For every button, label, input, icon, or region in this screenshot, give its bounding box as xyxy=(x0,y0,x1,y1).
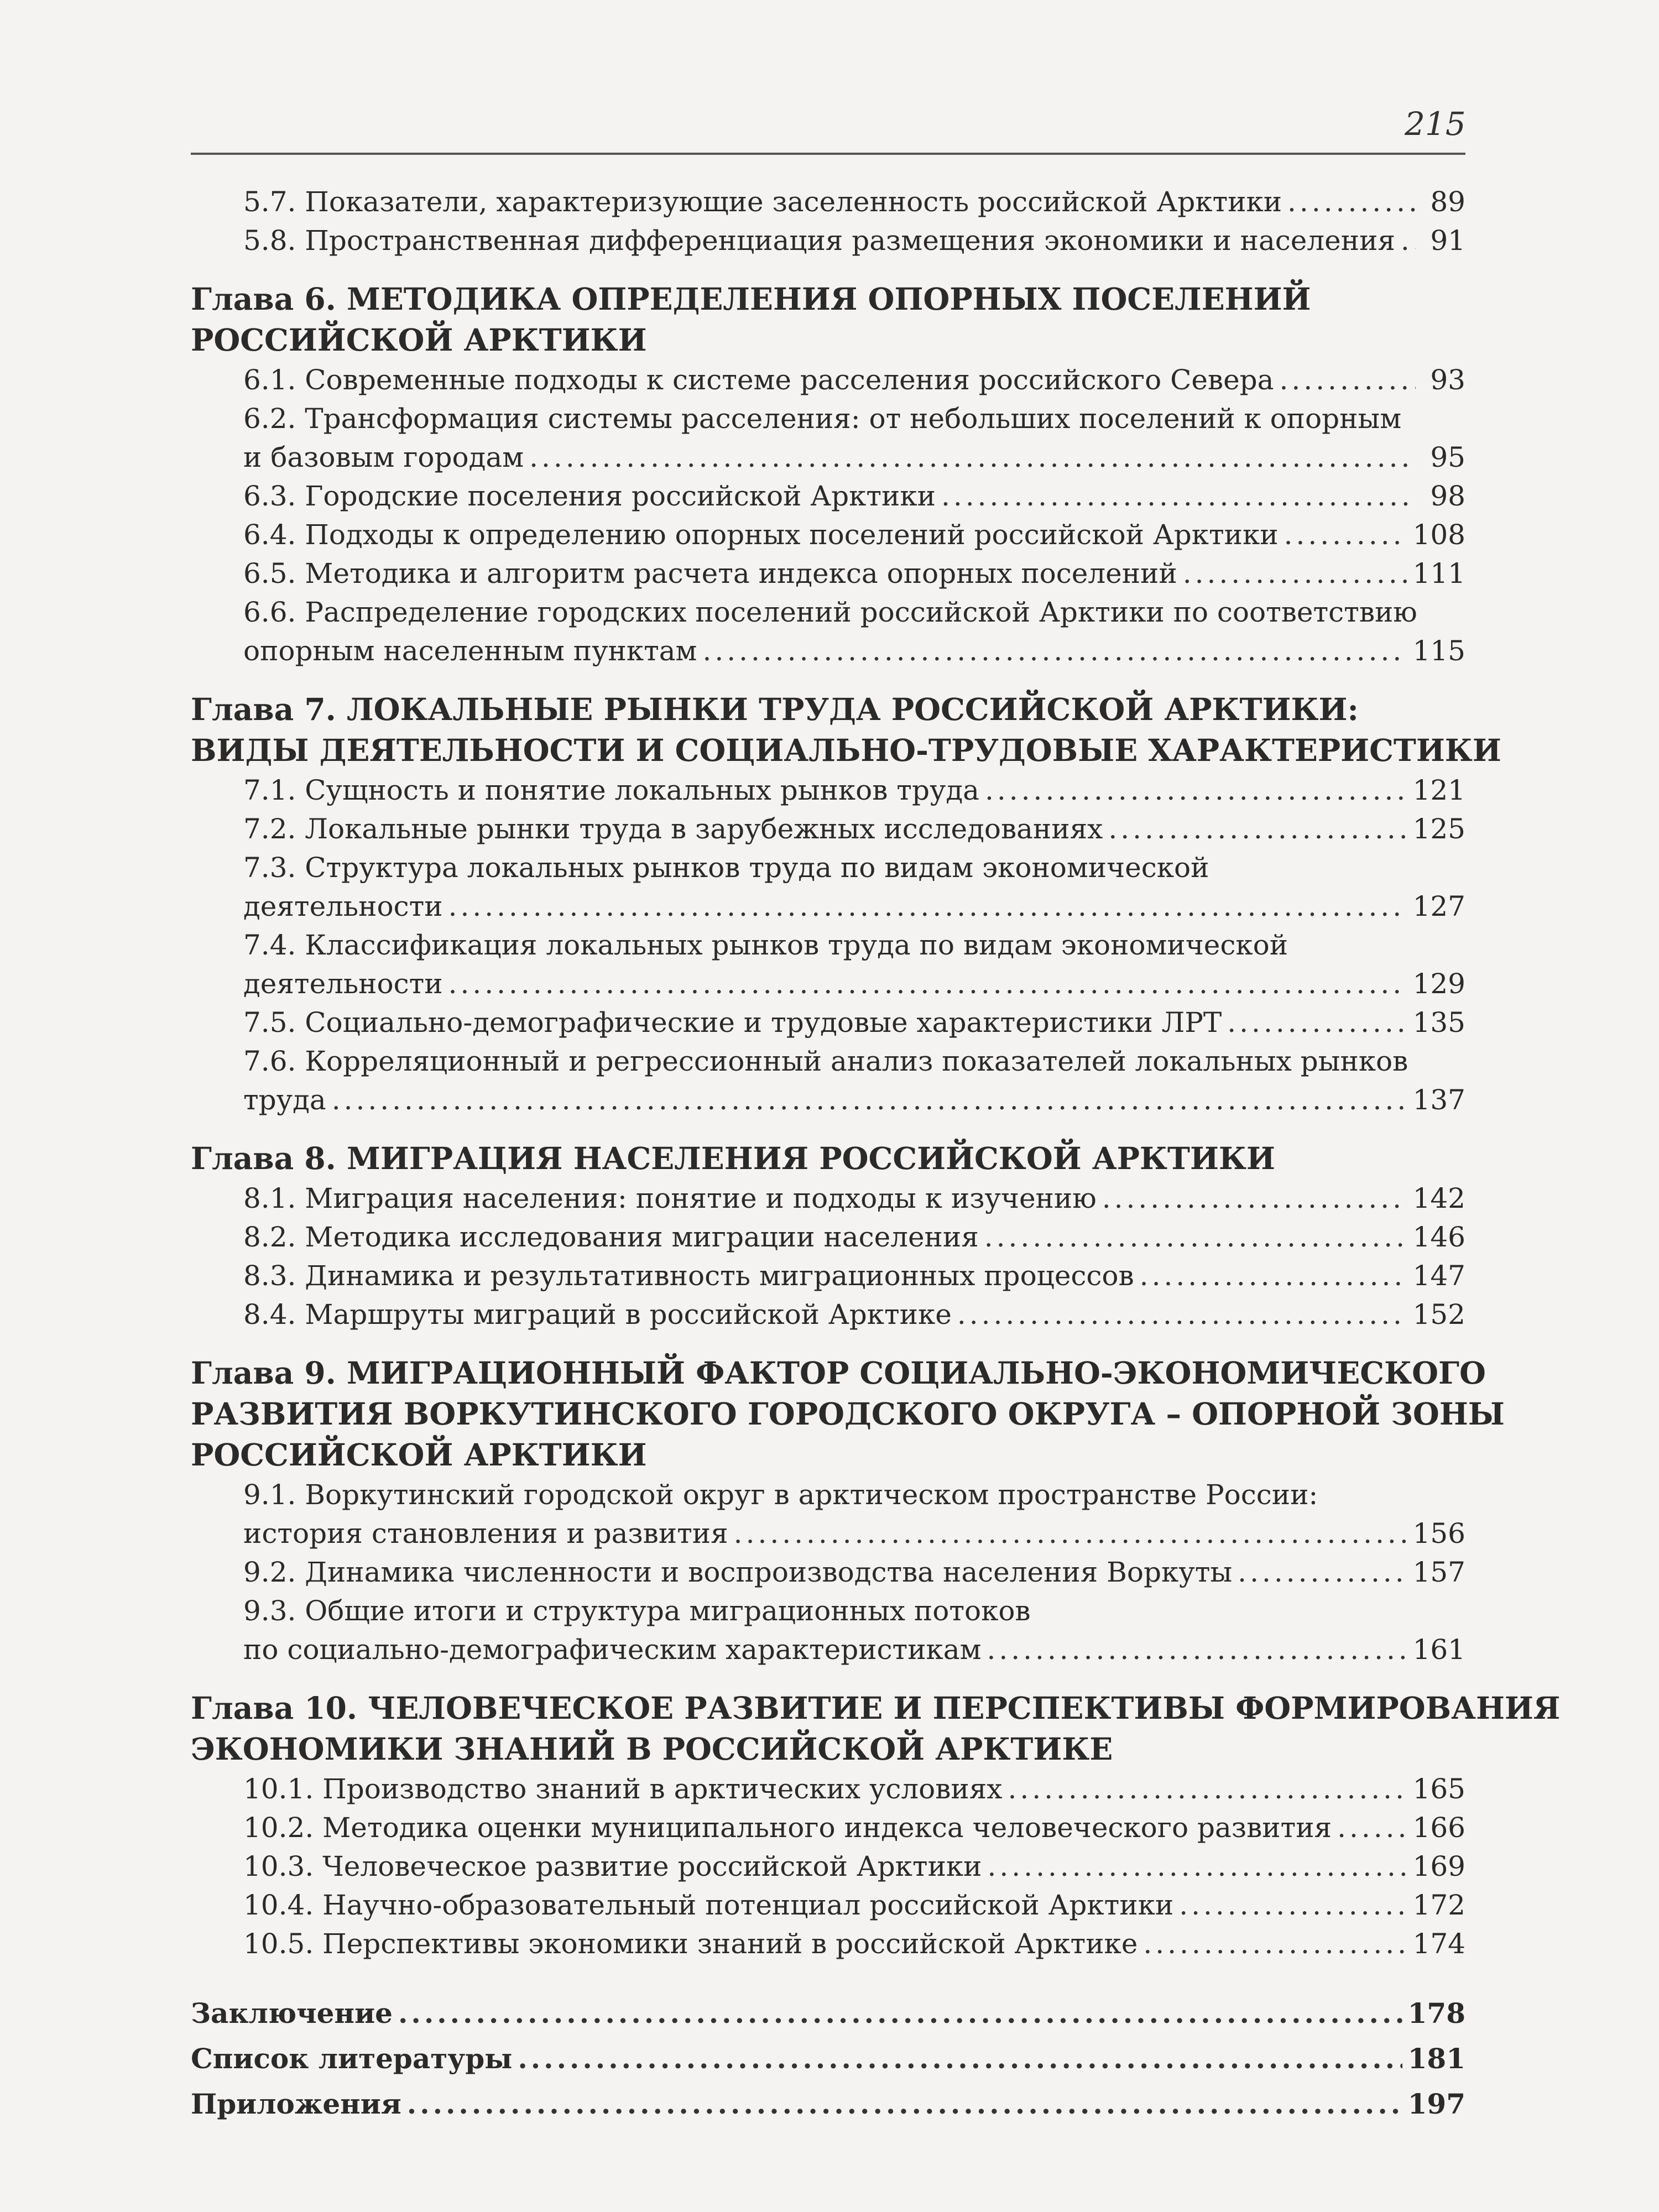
page-number: 215 xyxy=(1405,105,1466,143)
toc-conclusion: Заключение ..... 178 xyxy=(191,1991,1465,2036)
table-of-contents xyxy=(191,182,1561,2127)
toc-item-9-1: история становления и развития ..... 156 xyxy=(191,1514,1465,1553)
chapter-8-heading: Глава 8. МИГРАЦИЯ НАСЕЛЕНИЯ РОССИЙСКОЙ АРКТИКИ xyxy=(191,1140,1275,1176)
toc-item-7-5: 7.5. Социально-демографические и трудовые характеристики ЛРТ ..... 135 xyxy=(191,1003,1465,1042)
toc-item-10-5: 10.5. Перспективы экономики знаний в российской Арктике ..... 174 xyxy=(191,1924,1465,1963)
toc-references: Список литературы ..... 181 xyxy=(191,2036,1465,2081)
toc-item-7-6: труда ..... 137 xyxy=(191,1081,1465,1119)
toc-item-5-7: 5.7. Показатели, характеризующие заселенность российской Арктики ..... 89 xyxy=(191,182,1465,221)
toc-item-7-4: деятельности ..... 129 xyxy=(191,964,1465,1003)
toc-item-7-4-line1: 7.4. Классификация локальных рынков труда по видам экономической xyxy=(243,929,1288,961)
toc-item-10-1: 10.1. Производство знаний в арктических условиях ..... 165 xyxy=(191,1770,1465,1808)
chapter-6-heading: Глава 6. МЕТОДИКА ОПРЕДЕЛЕНИЯ ОПОРНЫХ ПОСЕЛЕНИЙ РОССИЙСКОЙ АРКТИКИ xyxy=(191,281,1311,358)
chapter-10-heading: Глава 10. ЧЕЛОВЕЧЕСКОЕ РАЗВИТИЕ И ПЕРСПЕКТИВЫ ФОРМИРОВАНИЯ ЭКОНОМИКИ ЗНАНИЙ В РОССИЙСКОЙ АРКТИКЕ xyxy=(191,1690,1561,1767)
toc-item-10-2: 10.2. Методика оценки муниципального индекса человеческого развития ..... 166 xyxy=(191,1808,1465,1847)
toc-item-7-2: 7.2. Локальные рынки труда в зарубежных исследованиях ..... 125 xyxy=(191,810,1465,848)
toc-item-6-1: 6.1. Современные подходы к системе расселения российского Севера ..... 93 xyxy=(191,361,1465,399)
toc-item-8-1: 8.1. Миграция населения: понятие и подходы к изучению ..... 142 xyxy=(191,1179,1465,1218)
chapter-9-heading: Глава 9. МИГРАЦИОННЫЙ ФАКТОР СОЦИАЛЬНО-ЭКОНОМИЧЕСКОГО РАЗВИТИЯ ВОРКУТИНСКОГО ГОРОДСКОГО ОКРУГА – ОПОРНОЙ ЗОНЫ РОССИЙСКОЙ АРКТИКИ xyxy=(191,1355,1505,1473)
toc-item-5-8: 5.8. Пространственная дифференциация размещения экономики и населения ..... 91 xyxy=(191,221,1465,260)
toc-item-8-3: 8.3. Динамика и результативность миграционных процессов ..... 147 xyxy=(191,1256,1465,1295)
toc-item-6-4: 6.4. Подходы к определению опорных поселений российской Арктики ..... 108 xyxy=(191,515,1465,554)
chapter-7-heading: Глава 7. ЛОКАЛЬНЫЕ РЫНКИ ТРУДА РОССИЙСКОЙ АРКТИКИ: ВИДЫ ДЕЯТЕЛЬНОСТИ И СОЦИАЛЬНО-ТРУДОВЫЕ ХАРАКТЕРИСТИКИ xyxy=(191,691,1501,768)
toc-item-10-3: 10.3. Человеческое развитие российской Арктики ..... 169 xyxy=(191,1847,1465,1886)
toc-item-7-1: 7.1. Сущность и понятие локальных рынков труда ..... 121 xyxy=(191,771,1465,810)
toc-item-6-5: 6.5. Методика и алгоритм расчета индекса опорных поселений ..... 111 xyxy=(191,554,1465,593)
toc-appendices: Приложения ..... 197 xyxy=(191,2081,1465,2127)
toc-item-6-2: и базовым городам ..... 95 xyxy=(191,438,1465,477)
toc-item-7-3-line1: 7.3. Структура локальных рынков труда по видам экономической xyxy=(243,852,1209,884)
toc-item-8-4: 8.4. Маршруты миграций в российской Арктике ..... 152 xyxy=(191,1295,1465,1334)
header-rule xyxy=(191,153,1465,155)
toc-item-6-6-line1: 6.6. Распределение городских поселений российской Арктики по соответствию xyxy=(243,596,1417,628)
toc-item-7-6-line1: 7.6. Корреляционный и регрессионный анализ показателей локальных рынков xyxy=(243,1045,1408,1077)
toc-item-10-4: 10.4. Научно-образовательный потенциал российской Арктики ..... 172 xyxy=(191,1886,1465,1924)
toc-item-6-2-line1: 6.2. Трансформация системы расселения: от небольших поселений к опорным xyxy=(243,403,1402,435)
toc-item-9-2: 9.2. Динамика численности и воспроизводства населения Воркуты ..... 157 xyxy=(191,1553,1465,1592)
toc-item-6-3: 6.3. Городские поселения российской Арктики ..... 98 xyxy=(191,477,1465,515)
end-matter xyxy=(191,1991,1465,2127)
toc-item-9-3: по социально-демографическим характеристикам ..... 161 xyxy=(191,1630,1465,1669)
toc-item-6-6: опорным населенным пунктам ..... 115 xyxy=(191,632,1465,670)
toc-item-8-2: 8.2. Методика исследования миграции населения ..... 146 xyxy=(191,1218,1465,1256)
toc-item-9-3-line1: 9.3. Общие итоги и структура миграционных потоков xyxy=(243,1595,1031,1627)
toc-item-7-3: деятельности ..... 127 xyxy=(191,887,1465,926)
toc-item-9-1-line1: 9.1. Воркутинский городской округ в арктическом пространстве России: xyxy=(243,1479,1318,1511)
